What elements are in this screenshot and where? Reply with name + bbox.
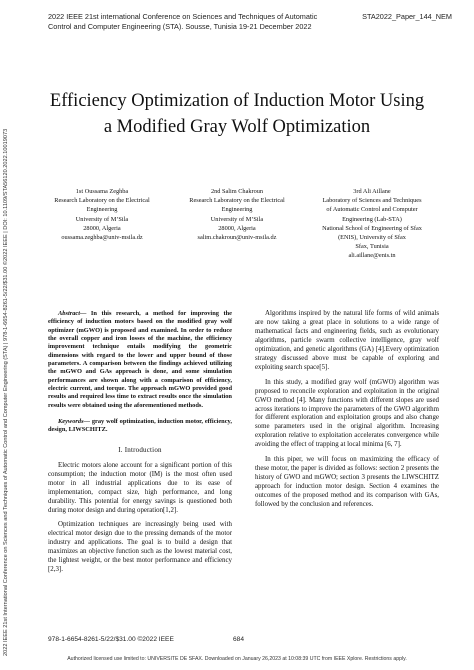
side-doi-text: 2022 IEEE 21st International Conference on Sciences and Techniques of Automatic Control and Computer Engineering (STA) | 978-1-6654-8261-5/22/$31.00 ©2022 IEEE | DOI: 10.1109/STA56120.2022.10019073 <box>3 128 9 656</box>
author-affiliation: National School of Engineering of Sfax <box>322 224 422 232</box>
author-affiliation: (ENIS), University of Sfax <box>338 234 406 242</box>
keywords-lead: Keywords— <box>58 418 90 426</box>
section-heading-introduction: I. Introduction <box>118 445 162 454</box>
title-line-2: a Modified Gray Wolf Optimization <box>103 117 371 137</box>
author-affiliation: Research Laboratory on the Electrical <box>189 197 285 205</box>
abstract-lead: Abstract— <box>58 310 87 317</box>
paper-id: STA2022_Paper_144_NEM <box>362 12 452 21</box>
author-email[interactable]: oussama.zeghba@univ-msila.dz <box>61 234 143 242</box>
author-name: 2nd Salim Chakroun <box>210 188 264 195</box>
abstract-text: In this research, a method for improving the efficiency of induction motors based on the modified gray wolf optimizer (mGWO) is proposed and examined. In order to reduce the overall copper and iron losses of the machine, the efficiency improvement technique entails modifying the geometric dimensions with regard to the lower and upper bound of those parameters. A comparison between the findings achieved utilizing the mGWO and GAs approach is done, and some simulation performances are shown along with a comparison of efficiency, electric current, and torque. The approach mGWO provided good results and required less time to extract results once the simulation results were obtained using the aforementioned methods. <box>48 310 232 409</box>
body-paragraph: Algorithms inspired by the natural life forms of wild animals are now taking a great place in solutions to a wide range of mathematical facts and engineering fields, such as evolutionary algorithms, particle swarm collective intelligence, gray wolf optimization, and genetic algorithms (GA) [4].Every optimization strategy discussed above must be capable of exploring and exploiting search space[5]. <box>255 310 439 371</box>
right-column <box>255 310 439 516</box>
author-1 <box>32 187 172 242</box>
left-column <box>48 310 232 581</box>
title-line-1: Efficiency Optimization of Induction Motor Using <box>49 91 425 111</box>
abstract <box>48 310 232 410</box>
author-name: 3rd Ali Aillane <box>353 188 391 195</box>
author-2 <box>167 187 307 242</box>
keywords-text: gray wolf optimization, induction motor, efficiency, design, LIWSCHITZ. <box>48 418 232 434</box>
body-paragraph: In this piper, we will focus on maximizing the efficacy of these motor, the paper is divided as follows: section 2 presents the history of GWO and mGWO; section 3 presents the LIWSCHITZ approach for induction motor design. Section 4 examines the outcomes of the proposed method and its comparison with GAs, followed by the conclusion and references. <box>255 456 439 509</box>
license-note: Authorized licensed use limited to: UNIVERSITE DE SFAX. Downloaded on January 26,2023 at 10:08:39 UTC from IEEE Xplore. Restrictions apply. <box>67 656 407 662</box>
keywords <box>48 418 232 435</box>
author-affiliation: Engineering <box>86 206 118 214</box>
body-paragraph: In this study, a modified gray wolf (mGWO) algorithm was proposed to reconcile exploration and exploitation in the original GWO method [4]. Many functions with different slopes are used across iterations to improve the parameters of the GWO algorithm for different exploration and exploitation groups and also change some parameters used in the original algorithm. Increasing exploration relative to exploitation accelerates convergence while avoiding the effect of trapping at local minima [6, 7]. <box>255 378 439 449</box>
author-email[interactable]: salim.chakroun@univ-msila.dz <box>197 234 277 242</box>
author-email[interactable]: ali.aillane@enis.tn <box>348 252 396 260</box>
conference-line-1: 2022 IEEE 21st international Conference on Sciences and Techniques of Automatic <box>48 12 318 21</box>
body-paragraph: Electric motors alone account for a significant portion of this consumption; the induction motor (IM) is the most often used motor in all industrial applications due to its ease of implementation, compact size, high performance, and long durability. This potential for energy savings is questioned both during motor design and during operation[1,2]. <box>48 461 232 514</box>
author-affiliation: of Automatic Control and Computer <box>326 206 418 214</box>
author-affiliation: University of M’Sila <box>75 215 129 223</box>
author-affiliation: Engineering <box>221 206 253 214</box>
author-affiliation: 28000, Algeria <box>83 224 121 232</box>
author-affiliation: University of M’Sila <box>210 215 264 223</box>
paper-title <box>30 88 444 140</box>
page-number: 684 <box>233 636 245 643</box>
footer-isbn: 978-1-6654-8261-5/22/$31.00 ©2022 IEEE <box>48 636 174 643</box>
conference-line-2: Control and Computer Engineering (STA). Sousse, Tunisia 19-21 December 2022 <box>48 22 312 31</box>
author-affiliation: Laboratory of Sciences and Techniques <box>322 197 422 205</box>
body-paragraph: Optimization techniques are increasingly being used with electrical motor design due to the pressing demands of the motor industry and applications. The goal is to build a design that maximizes an objective function such as the lowest material cost, the lightest weight, or the best motor performance and efficiency [2,3]. <box>48 521 232 574</box>
author-3 <box>302 187 442 261</box>
author-affiliation: Engineering (Lab-STA) <box>342 215 402 223</box>
conference-header <box>48 12 348 32</box>
author-affiliation: Sfax, Tunisia <box>355 243 389 251</box>
author-affiliation: 28000, Algeria <box>218 224 256 232</box>
author-name: 1st Oussama Zeghba <box>75 188 129 195</box>
author-affiliation: Research Laboratory on the Electrical <box>54 197 150 205</box>
